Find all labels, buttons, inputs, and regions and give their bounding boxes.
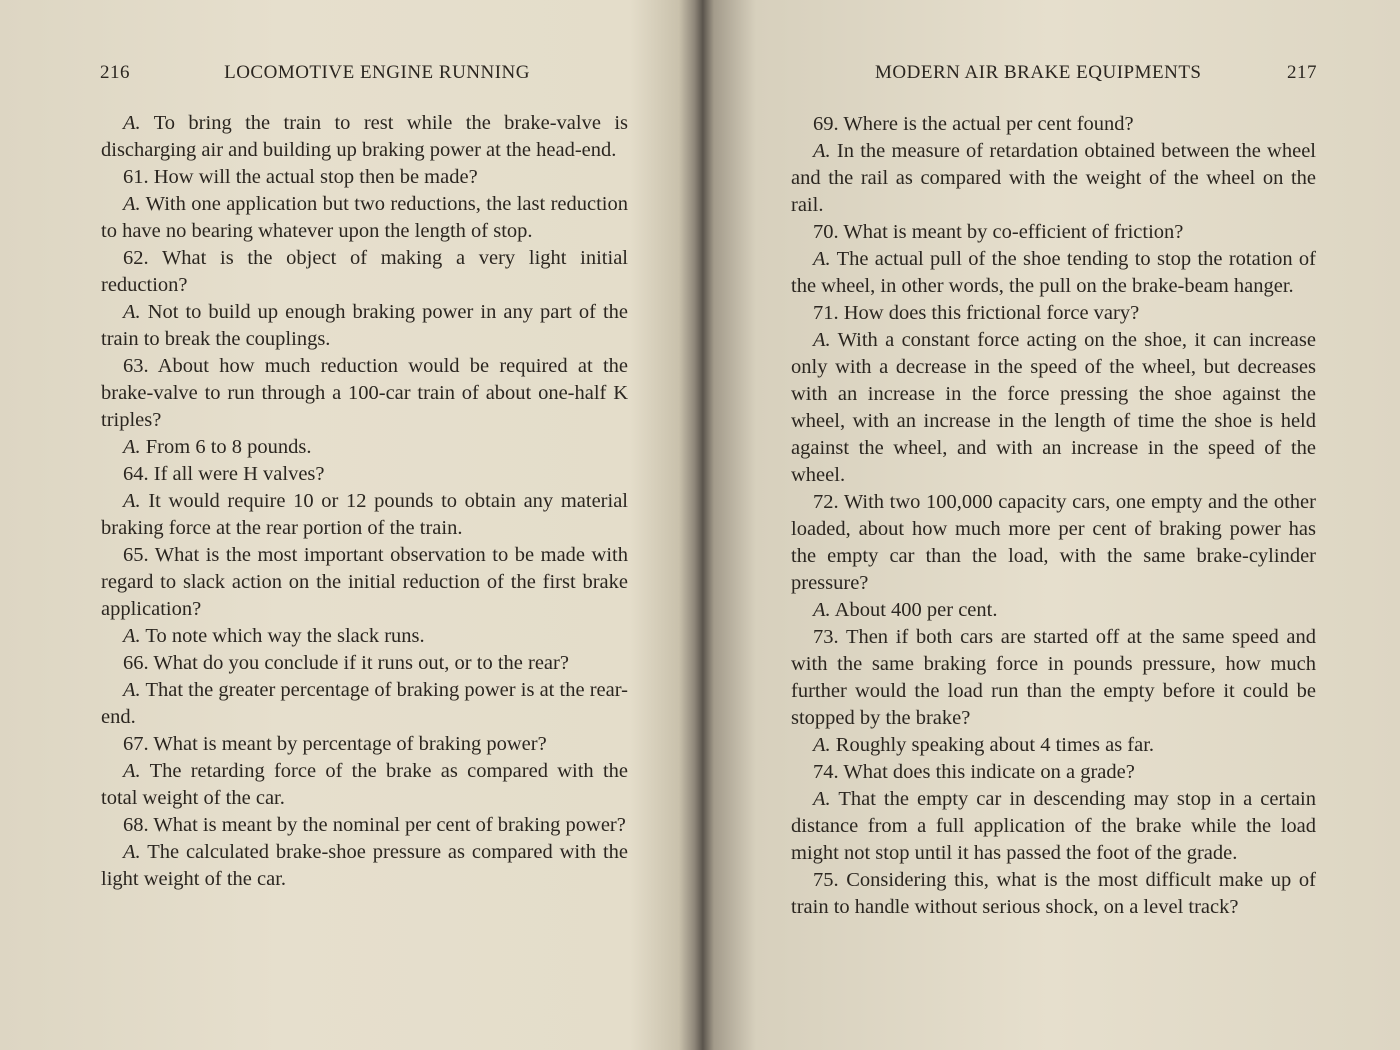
- left-page: [0, 0, 690, 1050]
- paragraph: [101, 677, 628, 731]
- paragraph: [101, 245, 628, 299]
- right-page-body: [791, 111, 1316, 921]
- paragraph: [101, 110, 628, 164]
- paragraph-text: With one application but two reductions, the last reduction to have no bearing whatever upon the length of stop.: [101, 193, 628, 242]
- paragraph-text: The retarding force of the brake as compared with the total weight of the car.: [101, 760, 628, 809]
- answer-label: A.: [123, 193, 141, 215]
- paragraph: [791, 732, 1316, 759]
- paragraph: [791, 111, 1316, 138]
- paragraph: [791, 624, 1316, 732]
- paragraph-text: That the greater percentage of braking power is at the rear-end.: [101, 679, 628, 728]
- paragraph: [791, 867, 1316, 921]
- paragraph: [101, 191, 628, 245]
- paragraph: [101, 353, 628, 434]
- paragraph: [101, 299, 628, 353]
- paragraph: [101, 812, 628, 839]
- right-running-head: MODERN AIR BRAKE EQUIPMENTS: [875, 62, 1202, 83]
- paragraph-text: The calculated brake-shoe pressure as compared with the light weight of the car.: [101, 841, 628, 890]
- paragraph: [791, 219, 1316, 246]
- paragraph-text: About 400 per cent.: [834, 599, 998, 621]
- paragraph-text: 63. About how much reduction would be required at the brake-valve to run through a 100-car train of about one-half K triples?: [101, 355, 628, 431]
- paragraph-text: 75. Considering this, what is the most difficult make up of train to handle without serious shock, on a level track?: [791, 869, 1316, 918]
- paragraph: [101, 434, 628, 461]
- right-page: [708, 0, 1400, 1050]
- paragraph: [791, 138, 1316, 219]
- paragraph: [101, 650, 628, 677]
- paragraph: [101, 839, 628, 893]
- answer-label: A.: [123, 841, 141, 863]
- paragraph: [791, 327, 1316, 489]
- left-page-number: 216: [100, 62, 130, 83]
- right-page-number: 217: [1287, 62, 1317, 83]
- paragraph: [101, 164, 628, 191]
- paragraph-text: 74. What does this indicate on a grade?: [813, 761, 1135, 783]
- answer-label: A.: [813, 599, 831, 621]
- answer-label: A.: [123, 625, 141, 647]
- paragraph-text: 71. How does this frictional force vary?: [813, 302, 1140, 324]
- answer-label: A.: [813, 788, 831, 810]
- paragraph: [791, 786, 1316, 867]
- paragraph: [101, 488, 628, 542]
- paragraph: [101, 623, 628, 650]
- paragraph: [101, 758, 628, 812]
- answer-label: A.: [123, 760, 141, 782]
- paragraph-text: 69. Where is the actual per cent found?: [813, 113, 1134, 135]
- answer-label: A.: [123, 301, 141, 323]
- right-page-header: [875, 62, 1317, 84]
- paragraph-text: 68. What is meant by the nominal per cent of braking power?: [123, 814, 626, 836]
- paragraph: [101, 542, 628, 623]
- paragraph: [791, 300, 1316, 327]
- answer-label: A.: [123, 436, 141, 458]
- answer-label: A.: [123, 679, 141, 701]
- paragraph-text: 67. What is meant by percentage of braking power?: [123, 733, 547, 755]
- paragraph: [101, 731, 628, 758]
- paragraph: [791, 489, 1316, 597]
- paragraph-text: 73. Then if both cars are started off at the same speed and with the same braking force in pounds pressure, how much further would the load run than the empty before it could be stopped by the brake?: [791, 626, 1316, 729]
- paragraph-text: With a constant force acting on the shoe, it can increase only with a decrease in the speed of the wheel, but decreases with an increase in the force pressing the shoe against the wheel, with an increase in the length of time the shoe is held against the wheel, and with an increase in the speed of the wheel.: [791, 329, 1316, 486]
- paragraph-text: 65. What is the most important observation to be made with regard to slack action on the initial reduction of the first brake application?: [101, 544, 628, 620]
- paragraph-text: 70. What is meant by co-efficient of friction?: [813, 221, 1184, 243]
- answer-label: A.: [123, 490, 141, 512]
- paragraph: [791, 597, 1316, 624]
- answer-label: A.: [813, 248, 831, 270]
- paragraph-text: The actual pull of the shoe tending to stop the rotation of the wheel, in other words, the pull on the brake-beam hanger.: [791, 248, 1316, 297]
- paragraph: [791, 759, 1316, 786]
- paragraph: [101, 461, 628, 488]
- left-running-head: LOCOMOTIVE ENGINE RUNNING: [224, 62, 530, 83]
- paragraph-text: Roughly speaking about 4 times as far.: [835, 734, 1155, 756]
- paragraph-text: 61. How will the actual stop then be made?: [123, 166, 478, 188]
- paragraph-text: 72. With two 100,000 capacity cars, one empty and the other loaded, about how much more per cent of braking power has the empty car than the load, with the same brake-cylinder pressure?: [791, 491, 1316, 594]
- answer-label: A.: [813, 329, 831, 351]
- answer-label: A.: [123, 112, 141, 134]
- left-page-body: [101, 110, 628, 893]
- paragraph-text: 64. If all were H valves?: [123, 463, 325, 485]
- paragraph-text: To bring the train to rest while the brake-valve is discharging air and building up braking power at the head-end.: [101, 112, 628, 161]
- paragraph-text: From 6 to 8 pounds.: [145, 436, 312, 458]
- paragraph-text: That the empty car in descending may stop in a certain distance from a full application of the brake while the load might not stop until it has passed the foot of the grade.: [791, 788, 1316, 864]
- paragraph-text: 66. What do you conclude if it runs out, or to the rear?: [123, 652, 569, 674]
- answer-label: A.: [813, 734, 831, 756]
- paragraph: [791, 246, 1316, 300]
- paragraph-text: 62. What is the object of making a very light initial reduction?: [101, 247, 628, 296]
- paragraph-text: In the measure of retardation obtained between the wheel and the rail as compared with the weight of the wheel on the rail.: [791, 140, 1316, 216]
- paragraph-text: It would require 10 or 12 pounds to obtain any material braking force at the rear portion of the train.: [101, 490, 628, 539]
- left-page-header: [100, 62, 530, 84]
- paragraph-text: Not to build up enough braking power in any part of the train to break the couplings.: [101, 301, 629, 350]
- paragraph-text: To note which way the slack runs.: [145, 625, 425, 647]
- answer-label: A.: [813, 140, 831, 162]
